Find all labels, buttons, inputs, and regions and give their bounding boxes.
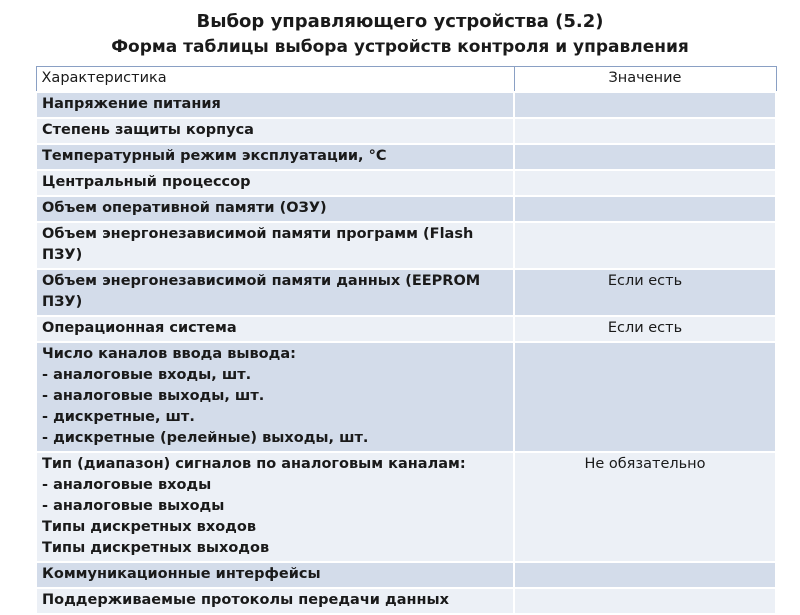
page-subtitle: Форма таблицы выбора устройств контроля и управления xyxy=(111,37,689,57)
characteristic-line: - аналоговые входы xyxy=(42,477,212,493)
value-cell xyxy=(514,92,776,118)
table-row xyxy=(36,269,776,316)
value-cell: Если есть xyxy=(514,316,776,342)
value-cell xyxy=(514,118,776,144)
characteristic-line: Поддерживаемые протоколы передачи данных xyxy=(42,592,449,608)
table-row xyxy=(36,562,776,588)
value-cell xyxy=(514,196,776,222)
characteristic-line: Напряжение питания xyxy=(42,96,221,112)
characteristic-line: Центральный процессор xyxy=(42,174,251,190)
column-header-characteristic: Характеристика xyxy=(36,67,514,93)
characteristic-line: Температурный режим эксплуатации, °С xyxy=(42,148,387,164)
characteristic-cell xyxy=(36,222,514,269)
characteristic-cell xyxy=(36,588,514,614)
characteristic-cell xyxy=(36,316,514,342)
table-row xyxy=(36,452,776,562)
page-title: Выбор управляющего устройства (5.2) xyxy=(196,11,604,32)
characteristic-line: ПЗУ) xyxy=(42,294,83,310)
value-cell xyxy=(514,562,776,588)
characteristic-cell xyxy=(36,269,514,316)
table-row xyxy=(36,316,776,342)
characteristic-line: - аналоговые выходы xyxy=(42,498,225,514)
table-row xyxy=(36,118,776,144)
characteristic-line: Операционная система xyxy=(42,320,237,336)
table-row xyxy=(36,144,776,170)
value-cell xyxy=(514,342,776,452)
table-row xyxy=(36,196,776,222)
characteristic-line: - аналоговые выходы, шт. xyxy=(42,388,265,404)
characteristic-cell xyxy=(36,196,514,222)
value-cell: Не обязательно xyxy=(514,452,776,562)
characteristic-line: Число каналов ввода вывода: xyxy=(42,346,296,362)
characteristic-line: Типы дискретных выходов xyxy=(42,540,270,556)
value-cell xyxy=(514,144,776,170)
value-cell: Если есть xyxy=(514,269,776,316)
table-row xyxy=(36,222,776,269)
characteristic-line: Тип (диапазон) сигналов по аналоговым каналам: xyxy=(42,456,466,472)
characteristic-line: Типы дискретных входов xyxy=(42,519,257,535)
characteristic-cell xyxy=(36,118,514,144)
table-row xyxy=(36,170,776,196)
value-cell xyxy=(514,588,776,614)
characteristic-cell xyxy=(36,92,514,118)
value-cell xyxy=(514,222,776,269)
characteristic-line: - дискретные, шт. xyxy=(42,409,195,425)
characteristic-line: - аналоговые входы, шт. xyxy=(42,367,252,383)
characteristic-cell xyxy=(36,342,514,452)
selection-table xyxy=(35,66,777,615)
value-cell xyxy=(514,170,776,196)
table-row xyxy=(36,92,776,118)
characteristic-cell xyxy=(36,452,514,562)
characteristic-line: Объем оперативной памяти (ОЗУ) xyxy=(42,200,327,216)
column-header-value: Значение xyxy=(514,67,776,93)
table-row xyxy=(36,588,776,614)
characteristic-cell xyxy=(36,144,514,170)
characteristic-line: ПЗУ) xyxy=(42,247,83,263)
characteristic-cell xyxy=(36,170,514,196)
characteristic-cell xyxy=(36,562,514,588)
table-header-row xyxy=(36,67,776,93)
characteristic-line: Объем энергонезависимой памяти данных (EEPROM xyxy=(42,273,481,289)
table-row xyxy=(36,342,776,452)
characteristic-line: Степень защиты корпуса xyxy=(42,122,254,138)
characteristic-line: - дискретные (релейные) выходы, шт. xyxy=(42,430,369,446)
characteristic-line: Объем энергонезависимой памяти программ (Flash xyxy=(42,226,474,242)
characteristic-line: Коммуникационные интерфейсы xyxy=(42,566,321,582)
